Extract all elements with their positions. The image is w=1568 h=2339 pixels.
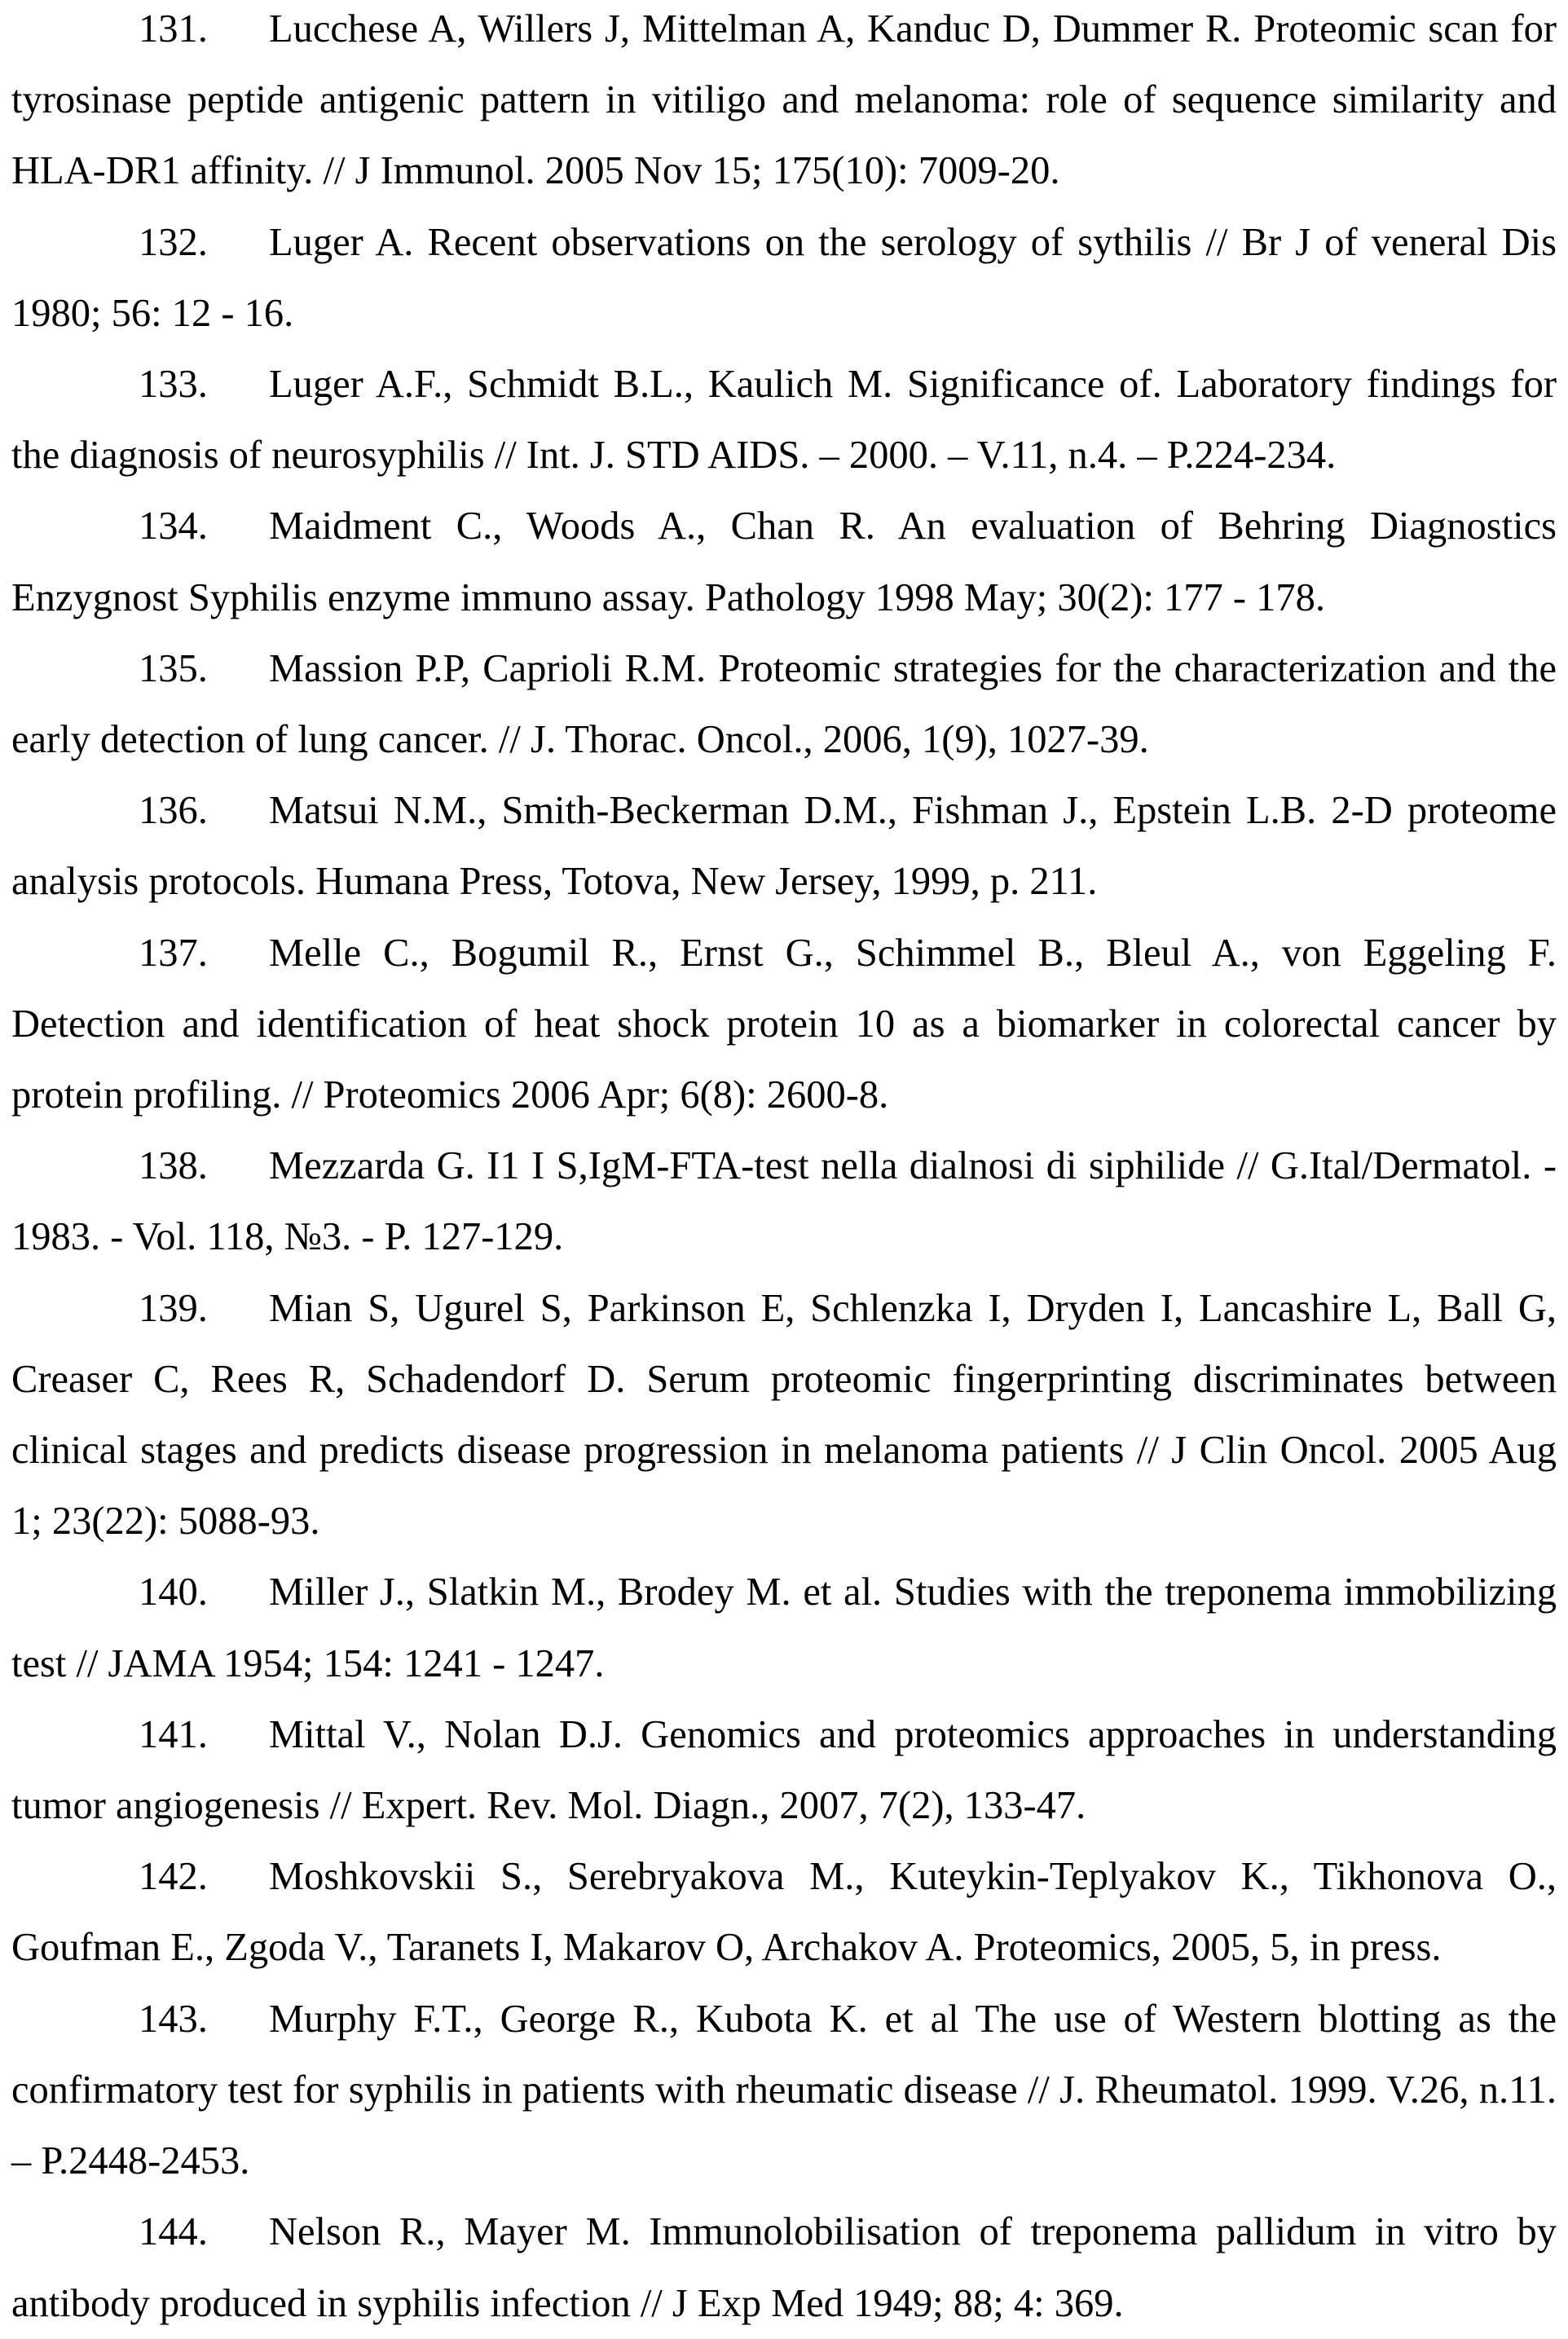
reference-number: 140. — [139, 1570, 208, 1614]
reference-item — [11, 1130, 1557, 1272]
reference-text: Mezzarda G. I1 I S,IgM-FTA-test nella dialnosi di siphilide // G.Ital/Dermatol. - 1983. - Vol. 118, №3. - P. 127-129. — [11, 1144, 1557, 1259]
reference-item — [11, 1273, 1557, 1557]
reference-number: 141. — [139, 1712, 208, 1756]
reference-text: Luger A. Recent observations on the serology of sythilis // Br J of veneral Dis 1980; 56: 12 - 16. — [11, 220, 1557, 335]
reference-number: 132. — [139, 220, 208, 264]
reference-text: Matsui N.M., Smith-Beckerman D.M., Fishman J., Epstein L.B. 2-D proteome analysis protocols. Humana Press, Totova, New Jersey, 1999, p. 211. — [11, 789, 1557, 904]
reference-text: Mittal V., Nolan D.J. Genomics and proteomics approaches in understanding tumor angiogenesis // Expert. Rev. Mol. Diagn., 2007, 7(2), 133-47. — [11, 1712, 1557, 1828]
reference-text: Lucchese A, Willers J, Mittelman A, Kanduc D, Dummer R. Proteomic scan for tyrosinase peptide antigenic pattern in vitiligo and melanoma: role of sequence similarity and HLA-DR1 affinity. // J Immunol. 2005 Nov 15; 175(10): 7009-20. — [11, 7, 1557, 193]
reference-item — [11, 918, 1557, 1131]
reference-text: Massion P.P, Caprioli R.M. Proteomic strategies for the characterization and the early detection of lung cancer. // J. Thorac. Oncol., 2006, 1(9), 1027-39. — [11, 646, 1557, 762]
reference-item — [11, 1557, 1557, 1698]
reference-number: 136. — [139, 789, 208, 833]
reference-number: 135. — [139, 646, 208, 690]
reference-item — [11, 491, 1557, 632]
reference-text: Moshkovskii S., Serebryakova M., Kuteykin-Teplyakov K., Tikhonova O., Goufman E., Zgoda V., Taranets I, Makarov O, Archakov A. Proteomics, 2005, 5, in press. — [11, 1855, 1557, 1970]
reference-number: 139. — [139, 1286, 208, 1330]
reference-number: 144. — [139, 2210, 208, 2254]
reference-text: Melle C., Bogumil R., Ernst G., Schimmel B., Bleul A., von Eggeling F. Detection and identification of heat shock protein 10 as a biomarker in colorectal cancer by protein profiling. // Proteomics 2006 Apr; 6(8): 2600-8. — [11, 931, 1557, 1117]
reference-number: 138. — [139, 1144, 208, 1188]
reference-text: Maidment C., Woods A., Chan R. An evaluation of Behring Diagnostics Enzygnost Syphilis enzyme immuno assay. Pathology 1998 May; 30(2): 177 - 178. — [11, 504, 1557, 619]
reference-item — [11, 775, 1557, 917]
reference-item — [11, 1841, 1557, 1983]
reference-item — [11, 0, 1557, 207]
reference-item — [11, 633, 1557, 775]
reference-number: 131. — [139, 7, 208, 51]
reference-text: Miller J., Slatkin M., Brodey M. et al. Studies with the treponema immobilizing test // JAMA 1954; 154: 1241 - 1247. — [11, 1570, 1557, 1685]
reference-text: Murphy F.T., George R., Kubota K. et al The use of Western blotting as the confirmatory test for syphilis in patients with rheumatic disease // J. Rheumatol. 1999. V.26, n.11. – P.2448-2453. — [11, 1997, 1557, 2183]
reference-item — [11, 207, 1557, 349]
reference-item — [11, 1699, 1557, 1841]
reference-text: Mian S, Ugurel S, Parkinson E, Schlenzka I, Dryden I, Lancashire L, Ball G, Creaser C, Rees R, Schadendorf D. Serum proteomic fingerprinting discriminates between clinical stages and predicts disease progression in melanoma patients // J Clin Oncol. 2005 Aug 1; 23(22): 5088-93. — [11, 1286, 1557, 1544]
reference-number: 134. — [139, 504, 208, 548]
reference-item — [11, 2196, 1557, 2338]
reference-number: 133. — [139, 363, 208, 407]
reference-list — [11, 0, 1557, 2339]
reference-text: Luger A.F., Schmidt B.L., Kaulich M. Significance of. Laboratory findings for the diagnosis of neurosyphilis // Int. J. STD AIDS. – 2000. – V.11, n.4. – P.224-234. — [11, 363, 1557, 478]
reference-text: Nelson R., Mayer M. Immunolobilisation of treponema pallidum in vitro by antibody produced in syphilis infection // J Exp Med 1949; 88; 4: 369. — [11, 2210, 1557, 2325]
reference-item — [11, 349, 1557, 491]
reference-number: 143. — [139, 1997, 208, 2041]
reference-item — [11, 1984, 1557, 2197]
reference-number: 142. — [139, 1855, 208, 1899]
reference-number: 137. — [139, 931, 208, 975]
